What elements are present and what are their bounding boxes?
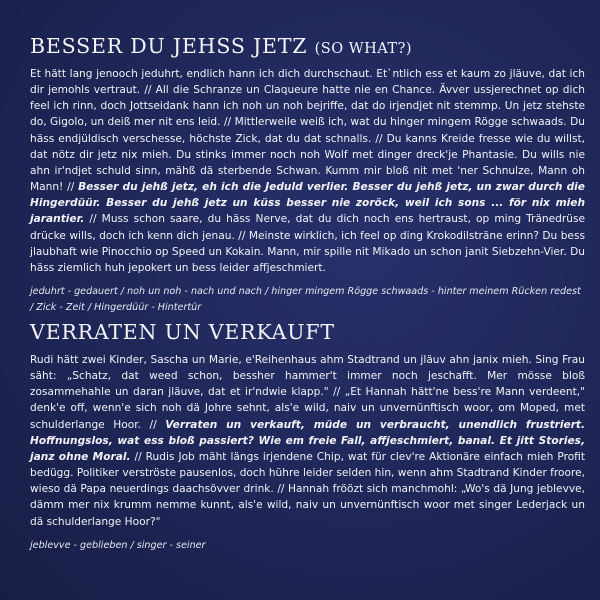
glossary: jeblevve - geblieben / singer - seiner <box>30 539 206 551</box>
song-title <box>30 34 585 58</box>
lyrics-chorus: Besser du jehß jetz, eh ich die Jeduld verlier. Besser du jehß jetz, un zwar durch die Hingerdüür. Besser du jehß jetz un küss besser nie zoröck, weil ich sons ... för nix mieh jarantier. <box>30 181 585 226</box>
lyrics-verse: Et hätt lang jenooch jeduhrt, endlich hann ich dich durchschaut. Et`ntlich ess et kaum zo jläuve, dat ich dir jemohls vertraut. // All die Schranze un Claqueure hatte nie en Chance. Ävver ussjerechnet op dich feel ich rinn, doch Jottseidank hann ich noh un noh bejriffe, dat do irjendjet nit stemmp. Un jetz stehste do, Gigolo, un deiß mer nit ens leid. // Mittlerweile weiß ich, wat du hinger mingem Rögge schwaads. Du häss endjüldisch verschesse, höchste Zick, dat du dat schnalls. // Du kanns Kreide fresse wie du willst, dat nötz dir jetz nix mieh. Du stinks immer noch noh Wolf met dinger dreck'je Phantasie. Du wills nie ahn ir'ndjet schuld sinn, mähß dä sterbende Schwan. Kumm mir bloß nit met 'ner Schnulze, Mann oh Mann! // <box>30 68 585 194</box>
glossary: jeduhrt - gedauert / noh un noh - nach und nach / hinger mingem Rögge schwaads - hinter meinem Rücken redest / Zick - Zeit / Hingerdüür - Hintertür <box>30 286 581 314</box>
song-lyrics <box>30 66 585 276</box>
song-title <box>30 320 585 344</box>
song-title-subtitle: (SO WHAT?) <box>314 41 413 57</box>
lyrics-verse: // Muss schon saare, du häss Nerve, dat du dich noch ens hertraust, op ming Tränedrüse drücke wills, doch ich kenn dich jenau. // Meinste wirklich, ich feel op ding Krokodilsträne erinn? Du bess jlaubhaft wie Pinocchio op Speed un Kokain. Mann, mir spille nit Mikado un schon janit Siebzehn-Vier. Du häss ziemlich huh jepokert un bess leider affjeschmiert. <box>30 213 585 274</box>
song-lyrics <box>30 352 585 530</box>
song-verraten-un-verkauft <box>30 320 585 554</box>
song-title-main: VERRATEN UN VERKAUFT <box>30 320 335 344</box>
lyrics-chorus: Verraten un verkauft, müde un verbraucht, unendlich frustriert. Hoffnungslos, wat ess bloß passiert? Wie em freie Fall, affjeschmiert, banal. Et jitt Stories, janz ohne Moral. <box>30 418 586 463</box>
lyrics-verse: Rudi hätt zwei Kinder, Sascha un Marie, e'Reihenhaus ahm Stadtrand un jläuv ahn janix mieh. Sing Frau säht: „Schatz, dat weed schon, bessher hammer't immer noch jeschafft. Mer mösse bloß zosammehahle un daran jläuve, dat et ir'ndwie klapp." // „Et Hannah hätt'ne bess're Mann verdeent," denk'e off, wenn'e sich noh dä Johre sehnt, als'e wild, naiv un unvernünftisch woor, om Moped, met schulderlange Hoor. // <box>30 354 585 431</box>
song-besser-du-jehss-jetz <box>30 34 585 316</box>
lyrics-verse: // Rudis Job mäht längs irjendene Chip, wat für clev're Aktionäre einfach mieh Profit bedügg. Politiker verströste pausenlos, doch hühre leider selden hin, wenn ahm Stadtrand Kinder froore, wieso dä Papa neuerdings daachsövver drink. // Hannah fröözt sich manchmohl: „Wo's dä Jung jeblevve, dämm mer nix krumm nemme kunnt, als'e wild, naiv un unvernünftisch woor met singer Lederjack un dä schulderlange Hoor?" <box>30 450 586 528</box>
song-title-main: BESSER DU JEHSS JETZ <box>30 34 308 58</box>
